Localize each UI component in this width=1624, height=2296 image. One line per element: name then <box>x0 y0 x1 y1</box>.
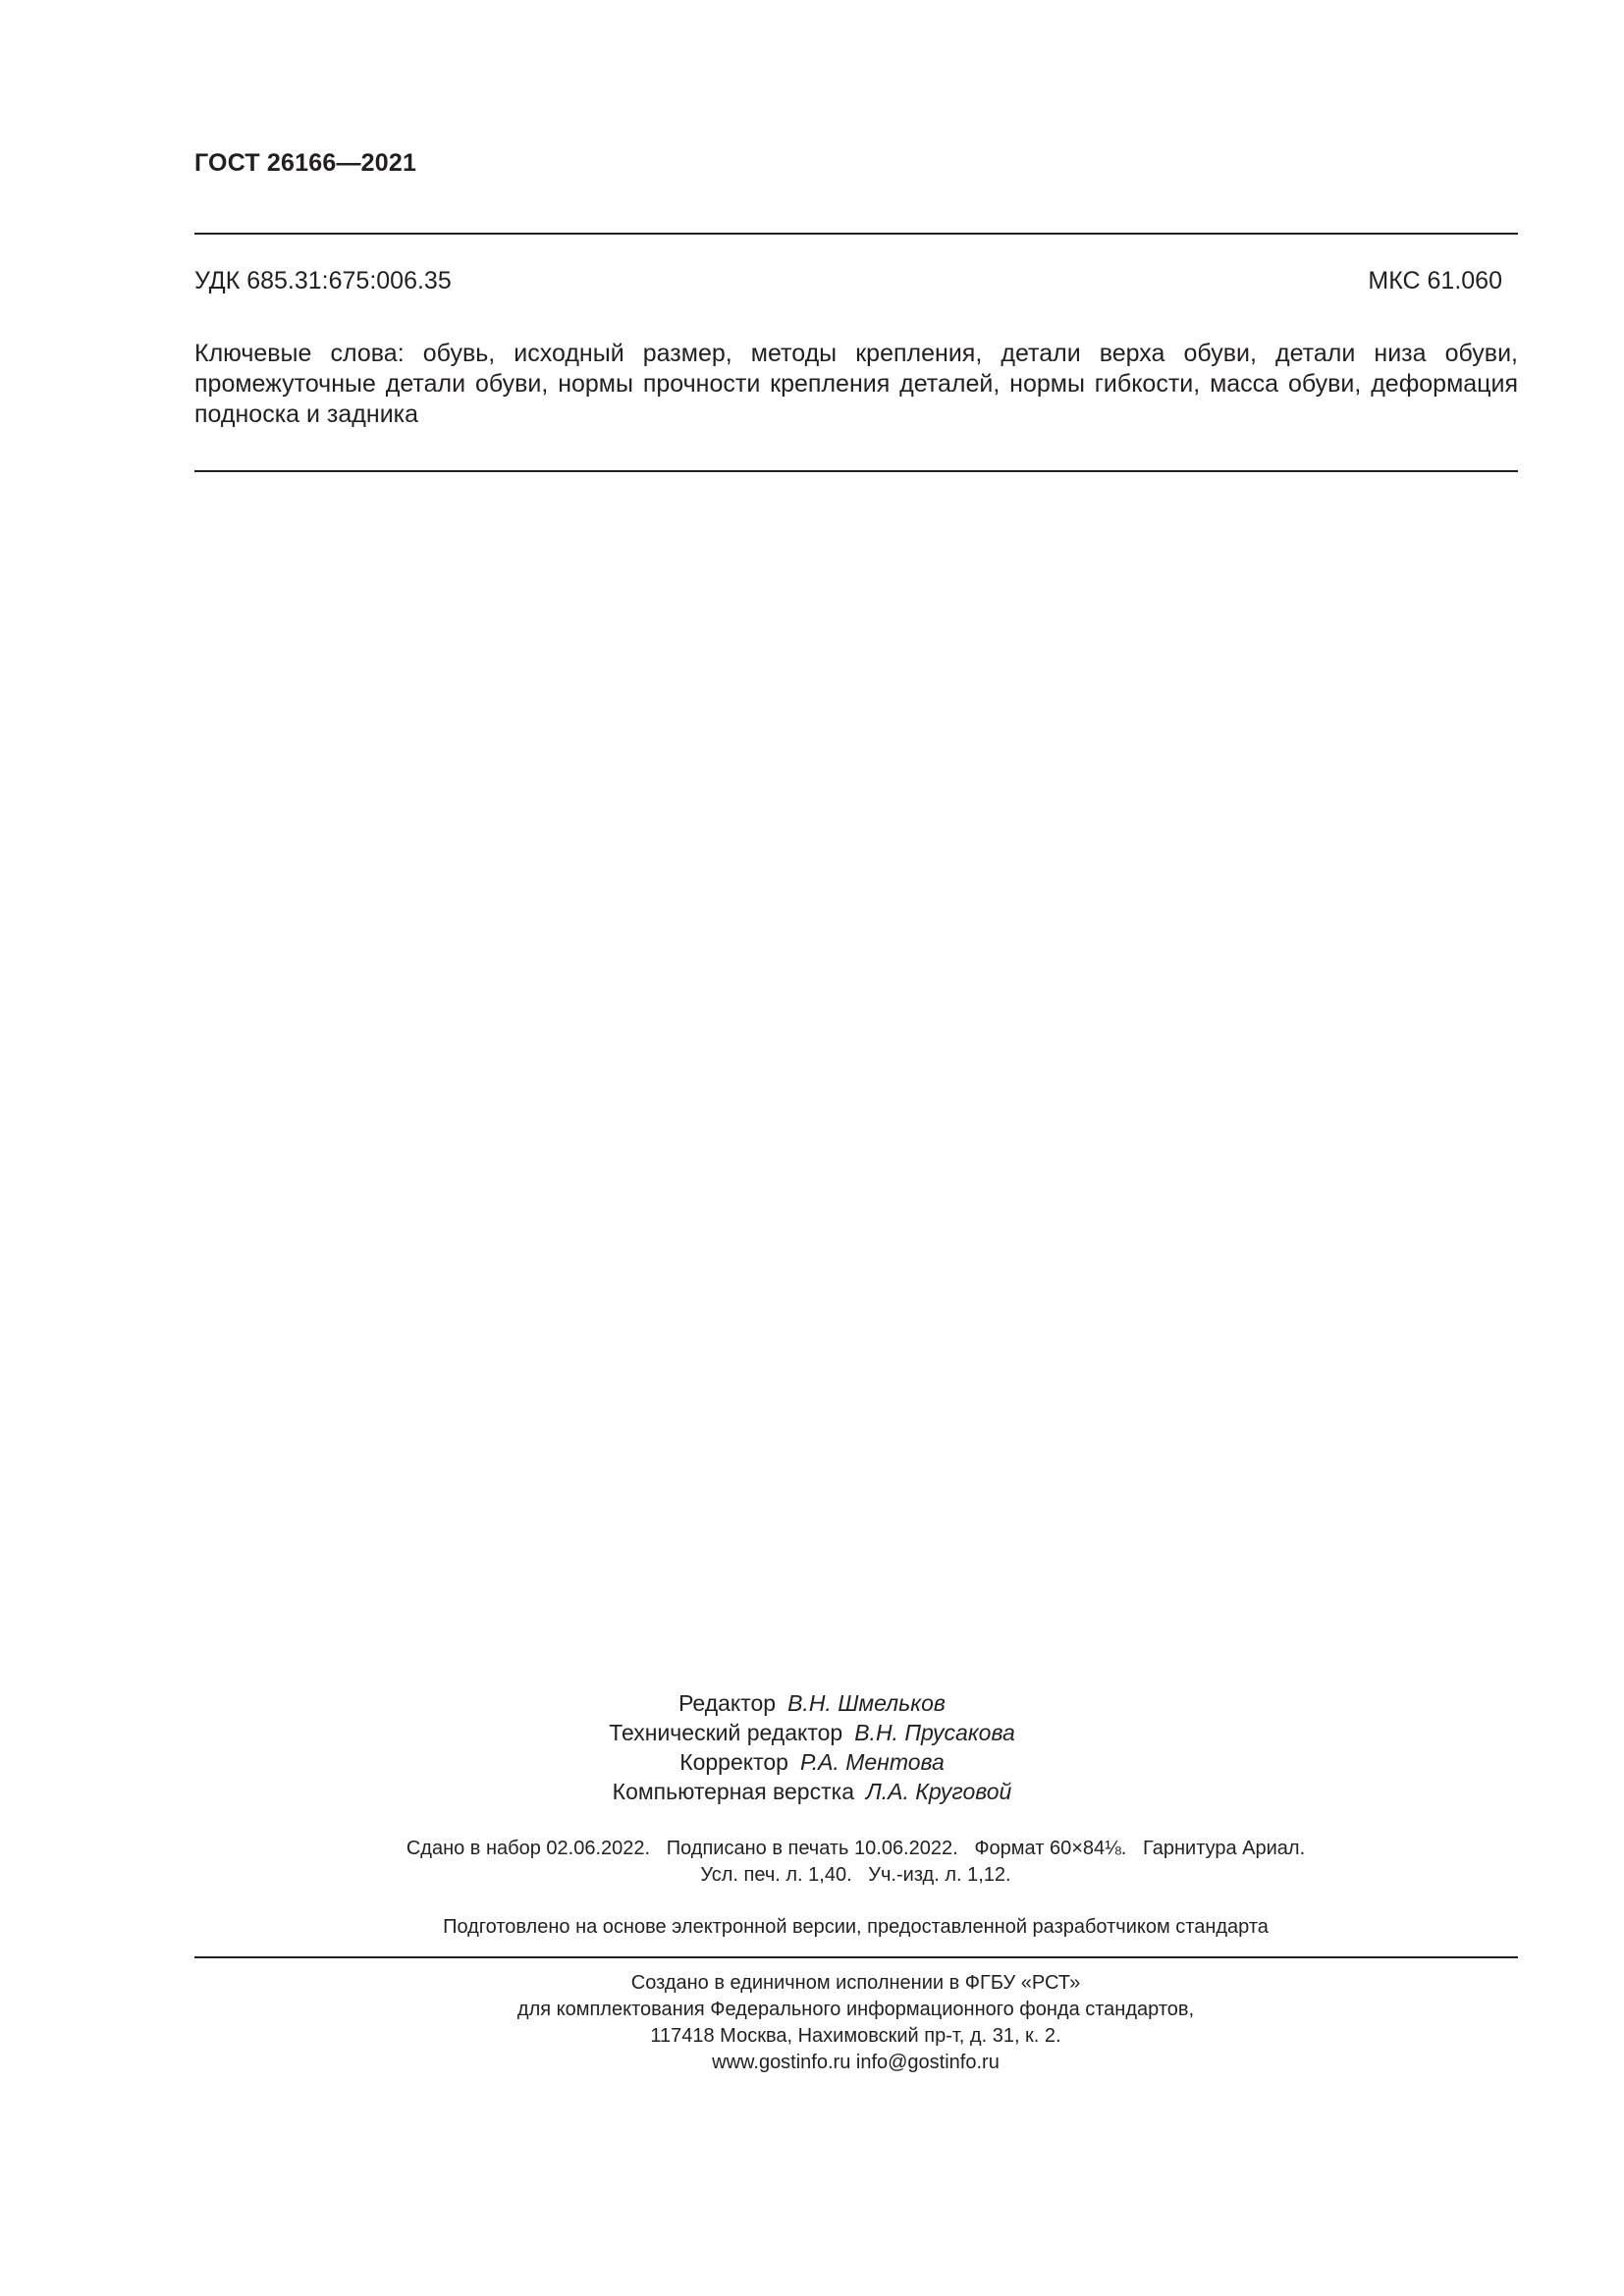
imprint-line-2: Усл. печ. л. 1,40. Уч.-изд. л. 1,12. <box>700 1864 1011 1886</box>
credit-name: Л.А. Круговой <box>866 1779 1012 1804</box>
footer-line-4: www.gostinfo.ru info@gostinfo.ru <box>712 2052 1000 2073</box>
footer-line-2: для комплектования Федерального информационного фонда стандартов, <box>516 1999 1195 2020</box>
udk-code: УДК 685.31:675:006.35 <box>194 267 452 294</box>
footer-line-3: 117418 Москва, Нахимовский пр-т, д. 31, к. 2. <box>650 2025 1061 2047</box>
imprint-block <box>0 1836 1624 1889</box>
credits-block <box>0 1688 1624 1806</box>
credit-role: Редактор <box>678 1690 777 1716</box>
footer-line-1: Создано в единичном исполнении в ФГБУ «РСТ» <box>630 1972 1081 1994</box>
divider-keywords <box>194 470 1518 472</box>
credit-name: Р.А. Ментова <box>799 1749 945 1775</box>
credit-line-layout <box>0 1777 1624 1806</box>
credit-role: Технический редактор <box>609 1720 843 1745</box>
divider-top <box>194 233 1518 235</box>
credit-role: Корректор <box>679 1749 788 1775</box>
keywords-paragraph: Ключевые слова: обувь, исходный размер, методы крепления, детали верха обуви, детали низа обуви, промежуточные детали обуви, нормы прочности крепления деталей, нормы гибкости, масса обуви, деформация подноска и задника <box>194 340 1518 428</box>
credit-name: В.Н. Шмельков <box>787 1690 946 1716</box>
prepared-note: Подготовлено на основе электронной версии, предоставленной разработчиком стандарта <box>443 1916 1269 1938</box>
mks-code: МКС 61.060 <box>1368 267 1502 294</box>
divider-footer <box>194 1956 1518 1958</box>
credit-role: Компьютерная верстка <box>612 1779 854 1804</box>
imprint-line-1: Сдано в набор 02.06.2022. Подписано в печать 10.06.2022. Формат 60×84⅛. Гарнитура Ариал. <box>406 1838 1306 1859</box>
document-id: ГОСТ 26166—2021 <box>194 149 417 177</box>
credit-line-editor <box>0 1688 1624 1718</box>
footer-block <box>0 1970 1624 2076</box>
credit-line-tech-editor <box>0 1718 1624 1747</box>
credit-name: В.Н. Прусакова <box>854 1720 1015 1745</box>
credit-line-proofreader <box>0 1747 1624 1777</box>
